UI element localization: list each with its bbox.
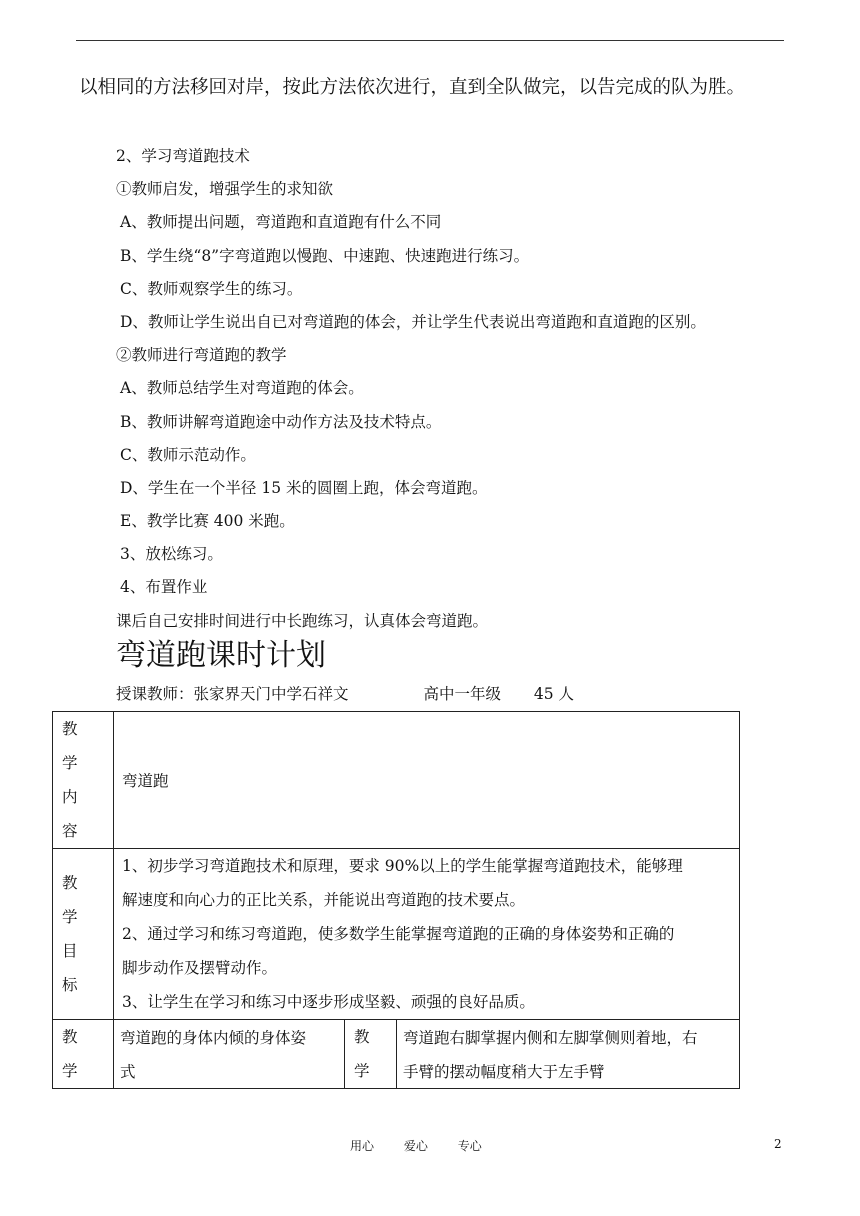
grade-info: 高中一年级 — [423, 685, 501, 703]
lesson-steps — [116, 140, 796, 638]
header-rule — [76, 40, 784, 41]
page-number: 2 — [774, 1137, 782, 1151]
step-line: 课后自己安排时间进行中长跑练习，认真体会弯道跑。 — [116, 611, 489, 630]
goal-line: 脚步动作及摆臂动作。 — [122, 959, 278, 977]
step-line: B、教师讲解弯道跑途中动作方法及技术特点。 — [120, 412, 442, 431]
table-row — [53, 1020, 740, 1089]
teacher-info: 授课教师：张家界天门中学石祥文 — [116, 685, 349, 703]
intro-paragraph: 以相同的方法移回对岸，按此方法依次进行，直到全队做完，以告完成的队为胜。 — [79, 77, 746, 98]
lesson-meta — [116, 680, 574, 708]
footer-motto: 用心 爱心 专心 — [350, 1139, 482, 1153]
row3-label: 教 学 — [53, 1020, 114, 1089]
table-row — [53, 712, 740, 849]
step-line: B、学生绕“8”字弯道跑以慢跑、中速跑、快速跑进行练习。 — [120, 246, 530, 265]
step-line: A、教师总结学生对弯道跑的体会。 — [120, 379, 364, 398]
goal-line: 2、通过学习和练习弯道跑，使多数学生能掌握弯道跑的正确的身体姿势和正确的 — [122, 925, 675, 943]
content-label: 教 学 内 容 — [53, 712, 114, 849]
step-line: C、教师示范动作。 — [120, 445, 256, 464]
step-line: 2、学习弯道跑技术 — [116, 147, 250, 165]
student-count: 45 人 — [533, 685, 575, 703]
step-line: ②教师进行弯道跑的教学 — [116, 346, 287, 365]
step-line: A、教师提出问题，弯道跑和直道跑有什么不同 — [120, 213, 442, 232]
step-line: D、教师让学生说出自已对弯道跑的体会，并让学生代表说出弯道跑和直道跑的区别。 — [120, 312, 706, 331]
row3-value: 弯道跑的身体内倾的身体姿 式 — [114, 1020, 345, 1089]
row3-label-2: 教 学 — [345, 1020, 397, 1089]
goal-line: 3、让学生在学习和练习中逐步形成坚毅、顽强的良好品质。 — [122, 993, 535, 1011]
step-line: C、教师观察学生的练习。 — [120, 279, 303, 298]
table-row — [53, 849, 740, 1020]
goal-line: 解速度和向心力的正比关系，并能说出弯道跑的技术要点。 — [122, 891, 526, 909]
goal-label: 教 学 目 标 — [53, 849, 114, 1020]
step-line: 3、放松练习。 — [120, 545, 223, 564]
step-line: E、教学比赛 400 米跑。 — [120, 512, 295, 531]
step-line: 4、布置作业 — [120, 578, 208, 597]
step-line: ①教师启发，增强学生的求知欲 — [116, 180, 334, 199]
content-value: 弯道跑 — [114, 712, 740, 849]
page-title: 弯道跑课时计划 — [116, 638, 326, 673]
row3-value-2: 弯道跑右脚掌握内侧和左脚掌侧则着地，右 手臂的摆动幅度稍大于左手臂 — [397, 1020, 740, 1089]
goal-list — [114, 849, 740, 1020]
goal-line: 1、初步学习弯道跑技术和原理，要求 90%以上的学生能掌握弯道跑技术，能够理 — [122, 857, 683, 875]
lesson-plan-table — [52, 711, 740, 1089]
step-line: D、学生在一个半径 15 米的圆圈上跑，体会弯道跑。 — [120, 478, 488, 497]
